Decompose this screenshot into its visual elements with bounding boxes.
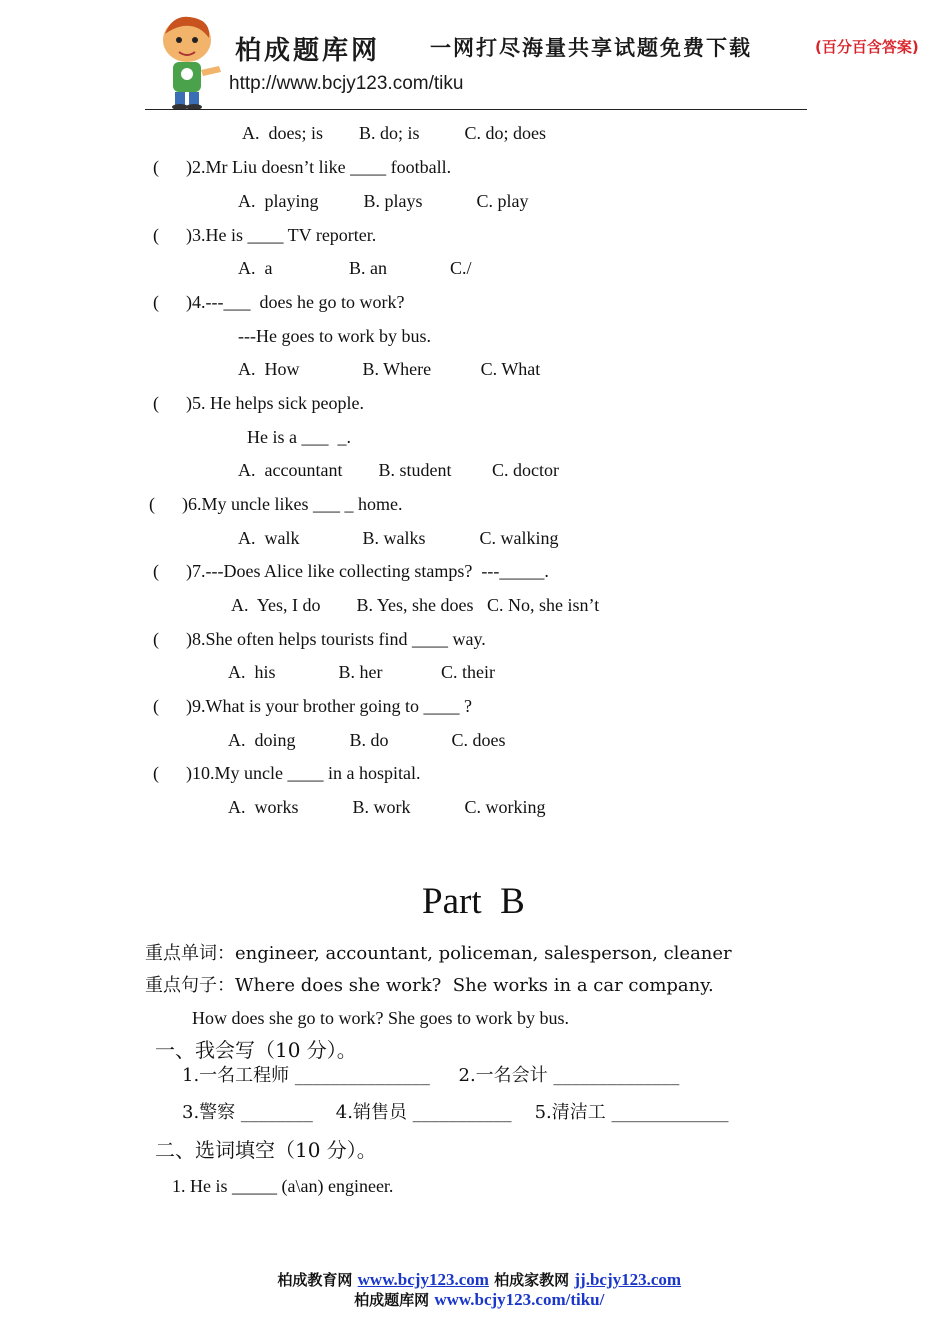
section2-q1: 1. He is _____ (a\an) engineer.: [172, 1176, 394, 1196]
section1-line2: 3.警察 ________ 4.销售员 ___________ 5.清洁工 _____________: [182, 1102, 729, 1123]
q5-stem: ( )5. He helps sick people.: [153, 393, 364, 413]
q6-options: A. walk B. walks C. walking: [238, 528, 559, 548]
footer-link-tutor[interactable]: jj.bcjy123.com: [574, 1270, 682, 1289]
q6-stem: ( )6.My uncle likes ___ _ home.: [149, 494, 403, 514]
key-words: 重点单词：engineer, accountant, policeman, salesperson, cleaner: [145, 943, 732, 964]
section1-title: 一、我会写（10 分）。: [155, 1038, 357, 1062]
footer-url-tiku[interactable]: www.bcjy123.com/tiku/: [434, 1290, 605, 1309]
q3-options: A. a B. an C./: [238, 258, 472, 278]
q9-options: A. doing B. do C. does: [228, 730, 506, 750]
site-title: 柏成题库网: [235, 36, 381, 66]
footer-label-tiku: 柏成题库网: [354, 1291, 435, 1309]
q7-options: A. Yes, I do B. Yes, she does C. No, she isn’t: [231, 595, 600, 615]
page-header: [145, 8, 950, 111]
q5-blank: He is a ___ _.: [247, 427, 351, 447]
site-url: http://www.bcjy123.com/tiku: [229, 73, 464, 94]
q8-options: A. his B. her C. their: [228, 662, 495, 682]
q8-stem: ( )8.She often helps tourists find ____ way.: [153, 629, 486, 649]
section2-title: 二、选词填空（10 分）。: [155, 1138, 377, 1162]
mascot-logo: [147, 10, 227, 110]
footer-label-edu: 柏成教育网: [277, 1271, 358, 1289]
q4-answer: ---He goes to work by bus.: [238, 326, 431, 346]
q10-options: A. works B. work C. working: [228, 797, 546, 817]
site-tagline: 一网打尽海量共享试题免费下载: [430, 36, 752, 60]
q4-stem: ( )4.---___ does he go to work?: [153, 292, 405, 312]
footer-label-tutor: 柏成家教网: [488, 1271, 575, 1289]
q9-stem: ( )9.What is your brother going to ____ ?: [153, 696, 472, 716]
q4-options: A. How B. Where C. What: [238, 359, 541, 379]
key-sentences-2: How does she go to work? She goes to work by bus.: [192, 1008, 569, 1028]
q2-options: A. playing B. plays C. play: [238, 191, 529, 211]
part-b-title: Part B: [422, 881, 525, 922]
q1-options: A. does; is B. do; is C. do; does: [242, 123, 547, 143]
q10-stem: ( )10.My uncle ____ in a hospital.: [153, 763, 421, 783]
q5-options: A. accountant B. student C. doctor: [238, 460, 559, 480]
footer-link-edu[interactable]: www.bcjy123.com: [357, 1270, 489, 1289]
q2-stem: ( )2.Mr Liu doesn’t like ____ football.: [153, 157, 452, 177]
q7-stem: ( )7.---Does Alice like collecting stamps? ---_____.: [153, 561, 549, 581]
footer-line-2: [0, 1269, 950, 1310]
site-tagline-badge: (百分百含答案): [815, 38, 919, 56]
header-divider: [145, 109, 807, 110]
section1-line1: 1.一名工程师 _______________ 2.一名会计 ______________: [182, 1065, 680, 1086]
q3-stem: ( )3.He is ____ TV reporter.: [153, 225, 377, 245]
key-sentences-1: 重点句子：Where does she work? She works in a car company.: [145, 975, 714, 996]
